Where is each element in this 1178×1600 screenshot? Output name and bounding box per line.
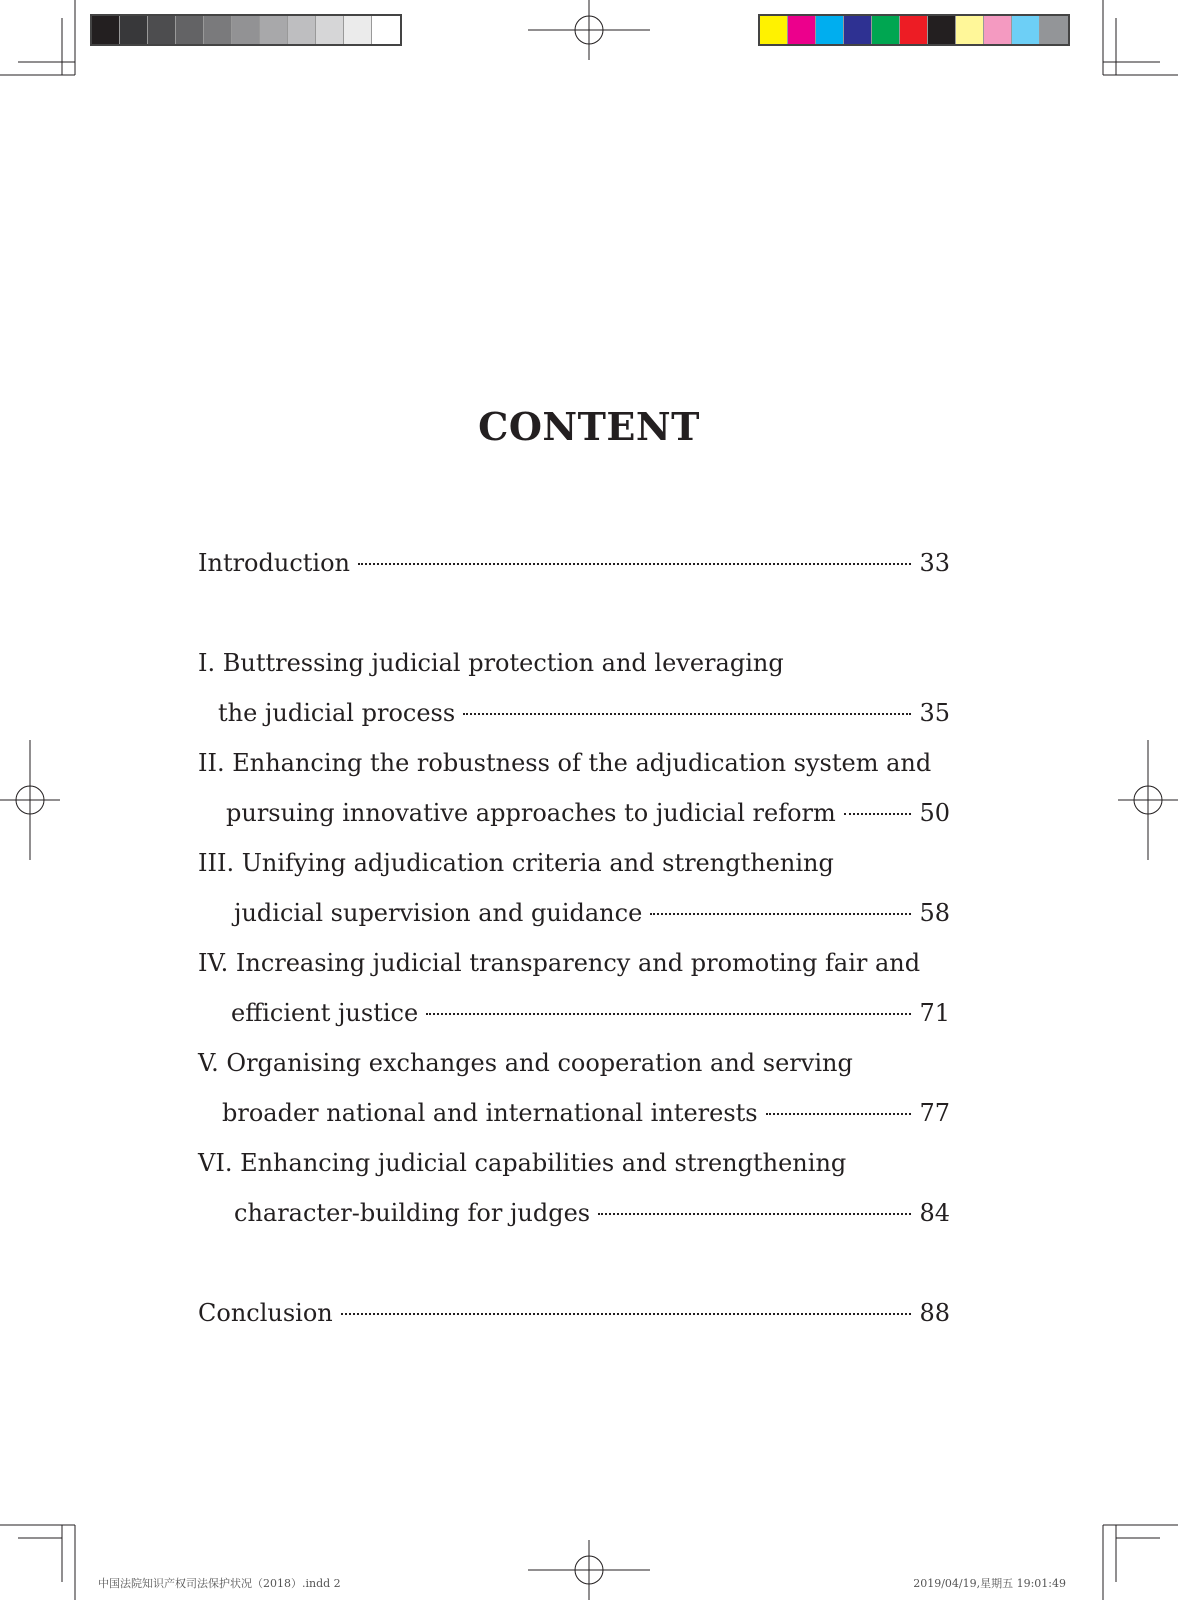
color-swatch: [1040, 16, 1068, 44]
toc-label: I. Buttressing judicial protection and leveraging: [198, 649, 784, 677]
color-swatch: [816, 16, 844, 44]
toc-entry-section-6-title: [198, 1148, 950, 1198]
color-swatch: [120, 16, 148, 44]
toc-entry-section-5-title: [198, 1048, 950, 1098]
table-of-contents: [198, 548, 950, 1348]
toc-page-number: 35: [919, 699, 950, 727]
dot-leader: [358, 563, 911, 565]
toc-entry-section-4-title: [198, 948, 950, 998]
toc-page-number: 58: [919, 899, 950, 927]
color-swatch: [288, 16, 316, 44]
color-swatch: [872, 16, 900, 44]
dot-leader: [463, 713, 911, 715]
dot-leader: [650, 913, 911, 915]
dot-leader: [426, 1013, 911, 1015]
color-swatch: [788, 16, 816, 44]
color-swatch: [760, 16, 788, 44]
color-swatch: [260, 16, 288, 44]
dot-leader: [766, 1113, 912, 1115]
color-swatch: [344, 16, 372, 44]
color-swatch: [928, 16, 956, 44]
color-swatch: [232, 16, 260, 44]
color-swatch: [316, 16, 344, 44]
toc-label: IV. Increasing judicial transparency and promoting fair and: [198, 949, 921, 977]
toc-label: II. Enhancing the robustness of the adjudication system and: [198, 749, 932, 777]
toc-page-number: 50: [919, 799, 950, 827]
toc-entry-introduction: [198, 548, 950, 598]
color-swatch: [204, 16, 232, 44]
toc-entry-section-1-title: [198, 648, 950, 698]
toc-page-number: 88: [919, 1299, 950, 1327]
toc-label: character-building for judges: [234, 1199, 591, 1227]
toc-entry-section-3: [198, 898, 950, 948]
color-swatch: [844, 16, 872, 44]
color-swatch: [148, 16, 176, 44]
toc-label: VI. Enhancing judicial capabilities and strengthening: [198, 1149, 847, 1177]
toc-label: judicial supervision and guidance: [234, 899, 643, 927]
toc-label: V. Organising exchanges and cooperation and serving: [198, 1049, 853, 1077]
color-swatch: [900, 16, 928, 44]
color-swatch: [92, 16, 120, 44]
toc-entry-section-4: [198, 998, 950, 1048]
toc-label: III. Unifying adjudication criteria and strengthening: [198, 849, 834, 877]
process-color-bar: [758, 14, 1070, 46]
toc-label: efficient justice: [231, 999, 419, 1027]
toc-page-number: 77: [919, 1099, 950, 1127]
toc-entry-section-1: [198, 698, 950, 748]
color-swatch: [984, 16, 1012, 44]
dot-leader: [598, 1213, 911, 1215]
toc-entry-section-2-title: [198, 748, 950, 798]
toc-label: pursuing innovative approaches to judicial reform: [226, 799, 836, 827]
toc-page-number: 71: [919, 999, 950, 1027]
dot-leader: [844, 813, 912, 815]
toc-label: Introduction: [198, 549, 350, 577]
gray-color-bar: [90, 14, 402, 46]
print-slug-timestamp: 2019/04/19,星期五 19:01:49: [913, 1577, 1066, 1590]
print-slug-filename: 中国法院知识产权司法保护状况（2018）.indd 2: [98, 1577, 341, 1590]
toc-label: broader national and international interests: [222, 1099, 758, 1127]
toc-entry-section-2: [198, 798, 950, 848]
color-swatch: [176, 16, 204, 44]
toc-label: Conclusion: [198, 1299, 333, 1327]
toc-entry-conclusion: [198, 1298, 950, 1348]
toc-entry-section-5: [198, 1098, 950, 1148]
page-title: CONTENT: [478, 404, 700, 449]
toc-page-number: 84: [919, 1199, 950, 1227]
color-swatch: [1012, 16, 1040, 44]
toc-entry-section-3-title: [198, 848, 950, 898]
color-swatch: [372, 16, 400, 44]
toc-page-number: 33: [919, 549, 950, 577]
toc-entry-section-6: [198, 1198, 950, 1248]
color-swatch: [956, 16, 984, 44]
dot-leader: [341, 1313, 912, 1315]
toc-label: the judicial process: [218, 699, 456, 727]
